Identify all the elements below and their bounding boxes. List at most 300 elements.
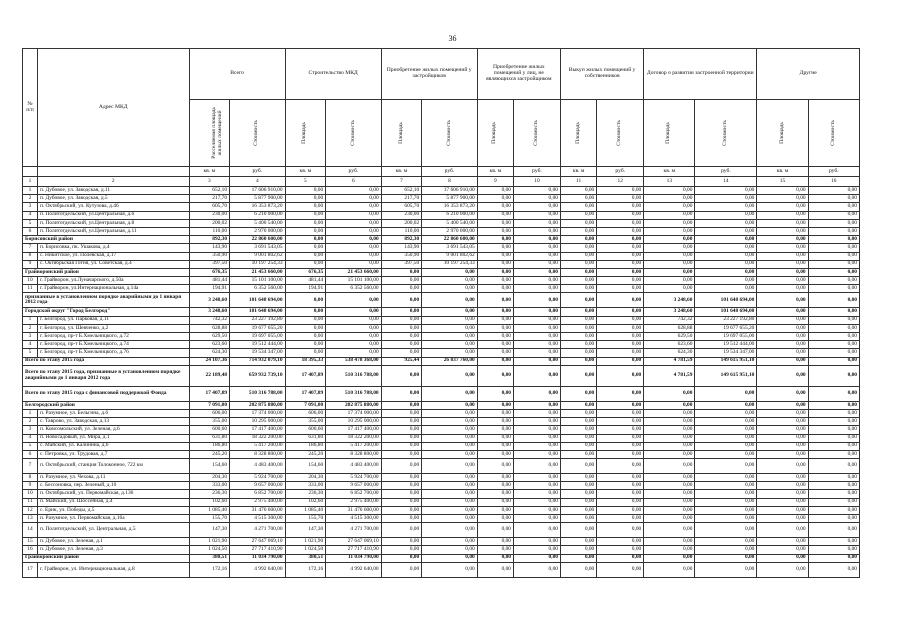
value-cell: 0,00 (597, 349, 644, 357)
column-number: 13 (644, 177, 695, 187)
value-cell: 0,00 (695, 426, 757, 434)
address-cell: п. Октябрьский, ул. Кутузова, д.46 (37, 203, 189, 211)
value-cell: 0,00 (808, 523, 859, 538)
value-cell: 0,00 (422, 482, 478, 490)
value-cell: 0,00 (326, 349, 382, 357)
value-cell: 0,00 (326, 219, 382, 227)
value-cell: 22 860 600,00 (230, 236, 286, 244)
value-cell: 0,00 (808, 562, 859, 577)
value-cell: 0,00 (477, 277, 513, 285)
table-row (23, 418, 860, 426)
value-cell: 0,00 (381, 324, 422, 332)
value-cell: 0,00 (644, 498, 695, 506)
value-cell: 0,00 (477, 187, 513, 195)
value-cell: 7 091,00 (285, 401, 326, 409)
value-cell: 0,00 (422, 459, 478, 474)
table-row (23, 211, 860, 219)
value-cell: 0,00 (695, 268, 757, 276)
value-cell: 22 860 600,00 (422, 236, 478, 244)
value-cell: 230,00 (381, 211, 422, 219)
value-cell: 0,00 (808, 219, 859, 227)
value-cell: 0,00 (808, 324, 859, 332)
value-cell: 676,35 (285, 268, 326, 276)
value-cell: 0,00 (808, 434, 859, 442)
table-row (23, 459, 860, 474)
value-cell: 0,00 (597, 523, 644, 538)
table-row (23, 324, 860, 332)
value-cell: 624,30 (644, 349, 695, 357)
value-cell: 3 248,60 (644, 308, 695, 316)
value-cell: 0,00 (757, 365, 808, 386)
value-cell: 0,00 (644, 474, 695, 482)
value-cell: 0,00 (808, 308, 859, 316)
value-cell: 0,00 (695, 418, 757, 426)
value-cell: 149 615 951,10 (695, 365, 757, 386)
unit-area: кв. м (757, 167, 808, 177)
table-row (23, 562, 860, 577)
value-cell: 892,30 (381, 236, 422, 244)
column-number: 10 (514, 177, 561, 187)
table-row (23, 219, 860, 227)
value-cell: 0,00 (757, 285, 808, 293)
value-cell: 200,02 (189, 219, 230, 227)
value-cell: 0,00 (422, 562, 478, 577)
value-cell: 0,00 (695, 187, 757, 195)
value-cell: 27 717 410,90 (230, 546, 286, 554)
value-cell: 0,00 (695, 227, 757, 235)
value-cell: 0,00 (757, 474, 808, 482)
value-cell: 0,00 (757, 268, 808, 276)
value-cell: 16 353 873,20 (422, 203, 478, 211)
value-cell: 631,80 (189, 434, 230, 442)
value-cell: 0,00 (477, 333, 513, 341)
address-cell: г. Белгород, пр-т Б.Хмельницкого, д.76 (37, 349, 189, 357)
value-cell: 3 248,60 (189, 293, 230, 308)
value-cell: 18 322 200,00 (230, 434, 286, 442)
value-cell: 0,00 (644, 459, 695, 474)
value-cell: 0,00 (477, 409, 513, 417)
sub-area: Площадь (665, 122, 672, 144)
value-cell: 0,00 (560, 386, 596, 401)
unit-area: кв. м (381, 167, 422, 177)
value-cell: 3 691 543,05 (230, 244, 286, 252)
value-cell: 0,00 (381, 308, 422, 316)
value-cell: 0,00 (285, 227, 326, 235)
value-cell: 0,00 (381, 515, 422, 523)
value-cell: 0,00 (285, 252, 326, 260)
value-cell: 24 107,36 (189, 357, 230, 365)
value-cell: 17 417 400,00 (326, 426, 382, 434)
value-cell: 0,00 (560, 426, 596, 434)
column-number-row (23, 177, 860, 187)
value-cell: 0,00 (597, 538, 644, 546)
value-cell: 0,00 (597, 285, 644, 293)
value-cell: 0,00 (644, 506, 695, 514)
value-cell: 0,00 (644, 211, 695, 219)
value-cell: 200,02 (381, 219, 422, 227)
value-cell: 605,70 (381, 203, 422, 211)
value-cell: 0,00 (477, 434, 513, 442)
value-cell: 0,00 (757, 211, 808, 219)
value-cell: 0,00 (514, 401, 561, 409)
value-cell: 0,00 (477, 357, 513, 365)
value-cell: 0,00 (597, 195, 644, 203)
value-cell: 0,00 (560, 418, 596, 426)
value-cell: 606,00 (285, 409, 326, 417)
value-cell: 245,20 (189, 450, 230, 458)
value-cell: 0,00 (560, 365, 596, 386)
value-cell: 0,00 (285, 260, 326, 268)
value-cell: 0,00 (422, 490, 478, 498)
value-cell: 0,00 (597, 401, 644, 409)
row-number: 1 (23, 409, 38, 417)
value-cell: 0,00 (808, 554, 859, 562)
value-cell: 0,00 (644, 268, 695, 276)
value-cell: 0,00 (514, 459, 561, 474)
value-cell: 0,00 (514, 252, 561, 260)
value-cell: 510 316 788,00 (326, 365, 382, 386)
value-cell: 0,00 (597, 203, 644, 211)
value-cell: 0,00 (695, 434, 757, 442)
subtotal-row (23, 268, 860, 276)
value-cell: 0,00 (477, 316, 513, 324)
table-row (23, 482, 860, 490)
value-cell: 194,91 (189, 285, 230, 293)
value-cell: 0,00 (560, 474, 596, 482)
address-cell: п. Майский, ул. Шоссейная, д.4 (37, 498, 189, 506)
row-number: 2 (23, 324, 38, 332)
value-cell: 380,51 (189, 554, 230, 562)
value-cell: 0,00 (560, 293, 596, 308)
value-cell: 0,00 (560, 333, 596, 341)
column-number: 11 (560, 177, 596, 187)
value-cell: 0,00 (560, 219, 596, 227)
value-cell: 742,32 (189, 316, 230, 324)
header-other: Другие (757, 49, 860, 100)
sub-cost: Стоимость (616, 120, 623, 146)
row-number: 5 (23, 219, 38, 227)
value-cell: 0,00 (326, 308, 382, 316)
value-cell: 0,00 (560, 409, 596, 417)
value-cell: 0,00 (597, 333, 644, 341)
unit-rub: руб. (695, 167, 757, 177)
row-number: 2 (23, 195, 38, 203)
value-cell: 0,00 (695, 211, 757, 219)
value-cell: 0,00 (808, 450, 859, 458)
value-cell: 0,00 (695, 442, 757, 450)
address-cell: с. Бессоновка, пер. Зеленый, д.10 (37, 482, 189, 490)
value-cell: 4 271 700,00 (230, 523, 286, 538)
header-agreement: Договор о развитии застроенной территории (644, 49, 757, 100)
value-cell: 0,00 (477, 442, 513, 450)
value-cell: 6 852 700,00 (326, 490, 382, 498)
value-cell: 925,44 (381, 357, 422, 365)
value-cell: 0,00 (422, 523, 478, 538)
value-cell: 0,00 (381, 490, 422, 498)
value-cell: 0,00 (477, 324, 513, 332)
row-number: 4 (23, 341, 38, 349)
value-cell: 9 001 802,62 (230, 252, 286, 260)
value-cell: 0,00 (285, 308, 326, 316)
subtotal-label: Всего по этапу 2015 года (23, 357, 190, 365)
value-cell: 202 875 880,00 (230, 401, 286, 409)
address-cell: с. Ерик, ул. Победы, д.5 (37, 506, 189, 514)
value-cell: 17 407,89 (285, 386, 326, 401)
value-cell: 18 395,33 (285, 357, 326, 365)
value-cell: 9 001 802,62 (422, 252, 478, 260)
value-cell: 0,00 (514, 187, 561, 195)
value-cell: 0,00 (477, 268, 513, 276)
address-cell: п. Разумное, ул. Чехова, д.11 (37, 474, 189, 482)
value-cell: 0,00 (514, 418, 561, 426)
value-cell: 0,00 (477, 252, 513, 260)
value-cell: 23 227 192,80 (230, 316, 286, 324)
value-cell: 0,00 (597, 474, 644, 482)
value-cell: 2 975 400,00 (326, 498, 382, 506)
header-construction: Строительство МКД (285, 49, 381, 100)
value-cell: 0,00 (695, 244, 757, 252)
value-cell: 0,00 (695, 562, 757, 577)
row-number: 12 (23, 506, 38, 514)
value-cell: 4 483 400,00 (230, 459, 286, 474)
value-cell: 0,00 (597, 418, 644, 426)
value-cell: 0,00 (597, 546, 644, 554)
sub-area: Площадь (397, 122, 404, 144)
value-cell: 155,70 (285, 515, 326, 523)
column-number: 16 (808, 177, 859, 187)
value-cell: 0,00 (477, 554, 513, 562)
value-cell: 629,50 (189, 333, 230, 341)
subtotal-label: Всего по этапу 2015 года, признанные в установленном порядке аварийными до 1 января 2012 года (23, 365, 190, 386)
value-cell: 0,00 (514, 426, 561, 434)
address-cell: п. Политотдельский, ул.Центральная, д.6 (37, 211, 189, 219)
value-cell: 0,00 (757, 195, 808, 203)
address-cell: г. Белгород, ул. Парковая, д.11 (37, 316, 189, 324)
value-cell: 0,00 (808, 236, 859, 244)
value-cell: 0,00 (597, 252, 644, 260)
subtotal-row (23, 357, 860, 365)
value-cell: 236,30 (285, 490, 326, 498)
value-cell: 186,80 (285, 442, 326, 450)
value-cell: 676,35 (189, 268, 230, 276)
value-cell: 0,00 (381, 349, 422, 357)
value-cell: 0,00 (695, 277, 757, 285)
value-cell: 0,00 (422, 365, 478, 386)
value-cell: 0,00 (477, 401, 513, 409)
value-cell: 149 615 951,10 (695, 357, 757, 365)
unit-area: кв. м (477, 167, 513, 177)
value-cell: 0,00 (757, 426, 808, 434)
value-cell: 0,00 (381, 498, 422, 506)
value-cell: 0,00 (381, 418, 422, 426)
value-cell: 0,00 (808, 401, 859, 409)
value-cell: 0,00 (477, 538, 513, 546)
value-cell: 0,00 (514, 546, 561, 554)
sub-resettled-area: Расселяемая площадь жилых помещений (210, 107, 223, 159)
value-cell: 194,91 (285, 285, 326, 293)
value-cell: 2 970 000,00 (422, 227, 478, 235)
value-cell: 0,00 (597, 308, 644, 316)
value-cell: 0,00 (695, 401, 757, 409)
value-cell: 0,00 (326, 316, 382, 324)
address-cell: п. Борисовка, пк. Ушакова, д.4 (37, 244, 189, 252)
value-cell: 155,70 (189, 515, 230, 523)
value-cell: 19 534 347,00 (695, 349, 757, 357)
row-number: 17 (23, 562, 38, 577)
value-cell: 0,00 (757, 418, 808, 426)
value-cell: 147,30 (189, 523, 230, 538)
value-cell: 0,00 (477, 506, 513, 514)
value-cell: 0,00 (514, 386, 561, 401)
header-purchase-developer: Приобретение жилых помещений у застройщиков (381, 49, 477, 100)
value-cell: 5 877 900,00 (422, 195, 478, 203)
value-cell: 0,00 (381, 434, 422, 442)
value-cell: 0,00 (808, 409, 859, 417)
value-cell: 17 374 000,00 (326, 409, 382, 417)
value-cell: 27 647 069,10 (230, 538, 286, 546)
value-cell: 0,00 (514, 490, 561, 498)
value-cell: 1 024,50 (285, 546, 326, 554)
value-cell: 0,00 (597, 268, 644, 276)
value-cell: 0,00 (422, 333, 478, 341)
subtotal-label: Всего по этапу 2015 года с финансовой поддержкой Фонда (23, 386, 190, 401)
value-cell: 0,00 (381, 459, 422, 474)
value-cell: 624,30 (189, 349, 230, 357)
value-cell: 0,00 (422, 324, 478, 332)
value-cell: 0,00 (597, 187, 644, 195)
value-cell: 0,00 (422, 498, 478, 506)
value-cell: 0,00 (560, 450, 596, 458)
value-cell: 0,00 (757, 324, 808, 332)
value-cell: 0,00 (422, 285, 478, 293)
value-cell: 0,00 (381, 506, 422, 514)
value-cell: 0,00 (597, 227, 644, 235)
value-cell: 0,00 (477, 341, 513, 349)
value-cell: 0,00 (422, 450, 478, 458)
value-cell: 0,00 (757, 538, 808, 546)
value-cell: 0,00 (597, 409, 644, 417)
value-cell: 0,00 (597, 341, 644, 349)
value-cell: 0,00 (757, 554, 808, 562)
table-row (23, 187, 860, 195)
value-cell: 0,00 (381, 538, 422, 546)
column-number: 6 (326, 177, 382, 187)
value-cell: 0,00 (560, 268, 596, 276)
value-cell: 623,60 (644, 341, 695, 349)
value-cell: 0,00 (808, 211, 859, 219)
value-cell: 0,00 (644, 409, 695, 417)
value-cell: 0,00 (695, 195, 757, 203)
value-cell: 0,00 (695, 554, 757, 562)
value-cell: 0,00 (514, 211, 561, 219)
unit-area: кв. м (189, 167, 230, 177)
value-cell: 652,10 (381, 187, 422, 195)
value-cell: 481,44 (285, 277, 326, 285)
value-cell: 0,00 (644, 244, 695, 252)
value-cell: 0,00 (285, 324, 326, 332)
address-cell: п. Комсомольский, ул. Зеленая, д.6 (37, 426, 189, 434)
value-cell: 0,00 (285, 293, 326, 308)
address-cell: с. Никитское, ул. Полевская, д.17 (37, 252, 189, 260)
value-cell: 0,00 (644, 277, 695, 285)
value-cell: 0,00 (597, 365, 644, 386)
value-cell: 0,00 (597, 506, 644, 514)
value-cell: 0,00 (757, 442, 808, 450)
subtotal-label: признанные в установленном порядке аварийными до 1 января 2012 года (23, 293, 190, 308)
value-cell: 4 515 300,00 (326, 515, 382, 523)
value-cell: 0,00 (326, 324, 382, 332)
column-number: 15 (757, 177, 808, 187)
row-number: 5 (23, 442, 38, 450)
table-row (23, 490, 860, 498)
value-cell: 714 932 079,10 (230, 357, 286, 365)
value-cell: 6 352 560,00 (230, 285, 286, 293)
table-row (23, 252, 860, 260)
value-cell: 0,00 (285, 219, 326, 227)
value-cell: 0,00 (808, 333, 859, 341)
column-number: 2 (37, 177, 189, 187)
value-cell: 8 328 800,00 (326, 450, 382, 458)
value-cell: 0,00 (695, 498, 757, 506)
value-cell: 5 924 700,00 (326, 474, 382, 482)
value-cell: 0,00 (560, 349, 596, 357)
value-cell: 0,00 (597, 459, 644, 474)
value-cell: 0,00 (422, 268, 478, 276)
value-cell: 0,00 (757, 386, 808, 401)
subtotal-row (23, 401, 860, 409)
value-cell: 0,00 (757, 506, 808, 514)
unit-rub: руб. (326, 167, 382, 177)
unit-rub: руб. (514, 167, 561, 177)
column-number: 7 (381, 177, 422, 187)
value-cell: 0,00 (560, 482, 596, 490)
value-cell: 0,00 (514, 260, 561, 268)
value-cell: 0,00 (514, 324, 561, 332)
value-cell: 172,16 (189, 562, 230, 577)
address-cell: п. Политотдельский, ул.Центральная, д.11 (37, 227, 189, 235)
value-cell: 202 875 880,00 (326, 401, 382, 409)
value-cell: 0,00 (560, 277, 596, 285)
value-cell: 0,00 (381, 442, 422, 450)
value-cell: 0,00 (757, 490, 808, 498)
column-number: 9 (477, 177, 513, 187)
row-number: 10 (23, 277, 38, 285)
value-cell: 3 248,60 (644, 293, 695, 308)
sub-area: Площадь (574, 122, 581, 144)
sub-cost: Стоимость (445, 120, 452, 146)
value-cell: 0,00 (381, 386, 422, 401)
value-cell: 0,00 (514, 506, 561, 514)
value-cell: 0,00 (757, 236, 808, 244)
value-cell: 0,00 (560, 515, 596, 523)
value-cell: 0,00 (644, 285, 695, 293)
value-cell: 0,00 (422, 546, 478, 554)
value-cell: 0,00 (757, 546, 808, 554)
value-cell: 0,00 (808, 482, 859, 490)
value-cell: 0,00 (477, 450, 513, 458)
value-cell: 0,00 (597, 293, 644, 308)
value-cell: 0,00 (757, 434, 808, 442)
value-cell: 6 352 560,00 (326, 285, 382, 293)
value-cell: 350,90 (189, 252, 230, 260)
value-cell: 110,00 (189, 227, 230, 235)
row-number: 8 (23, 252, 38, 260)
resettlement-table (22, 48, 860, 578)
unit-rub: руб. (422, 167, 478, 177)
value-cell: 0,00 (477, 482, 513, 490)
value-cell: 659 932 739,10 (230, 365, 286, 386)
value-cell: 0,00 (381, 409, 422, 417)
